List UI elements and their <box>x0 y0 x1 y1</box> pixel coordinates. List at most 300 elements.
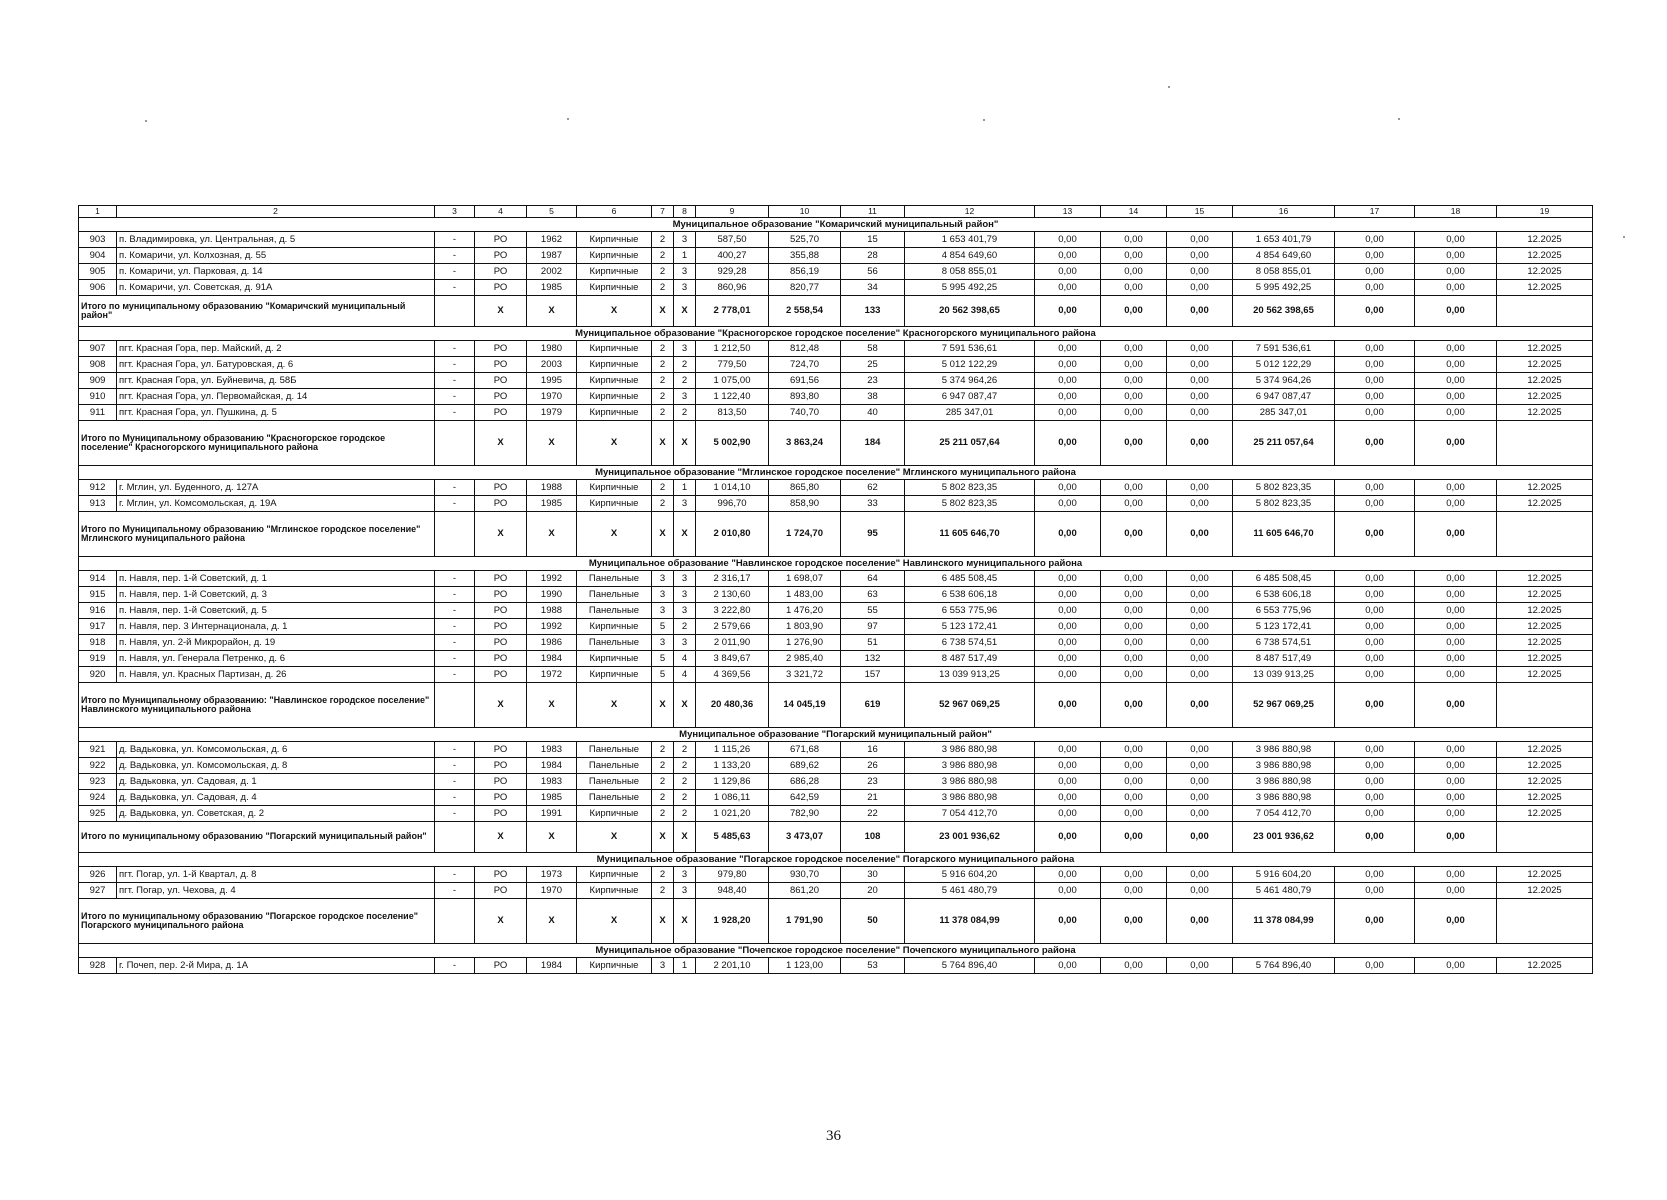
address-cell: пгт. Погар, ул. 1-й Квартал, д. 8 <box>117 867 435 883</box>
table-cell: 907 <box>79 341 117 357</box>
table-cell: 3 986 880,98 <box>905 758 1035 774</box>
table-cell: 2 <box>652 742 674 758</box>
total-cell: 0,00 <box>1167 683 1233 728</box>
total-cell: Х <box>527 899 577 944</box>
total-cell: 0,00 <box>1035 683 1101 728</box>
table-cell: 7 591 536,61 <box>1233 341 1335 357</box>
table-cell: 30 <box>841 867 905 883</box>
total-cell: 0,00 <box>1167 899 1233 944</box>
table-cell: 13 039 913,25 <box>905 667 1035 683</box>
total-cell: Х <box>475 822 527 853</box>
total-cell: 50 <box>841 899 905 944</box>
table-cell: 0,00 <box>1335 958 1415 974</box>
table-row <box>79 635 1593 651</box>
table-cell: 1991 <box>527 806 577 822</box>
column-number-cell: 7 <box>652 206 674 218</box>
table-cell: 782,90 <box>769 806 841 822</box>
table-cell: 1 653 401,79 <box>905 232 1035 248</box>
table-cell: 5 802 823,35 <box>905 496 1035 512</box>
table-cell: 3 <box>674 264 696 280</box>
table-cell: 928 <box>79 958 117 974</box>
table-cell: 5 <box>652 651 674 667</box>
total-cell: 11 378 084,99 <box>905 899 1035 944</box>
table-cell: 5 764 896,40 <box>905 958 1035 974</box>
total-cell <box>435 899 475 944</box>
table-cell: 2 <box>652 774 674 790</box>
table-cell: 5 995 492,25 <box>905 280 1035 296</box>
table-cell: 132 <box>841 651 905 667</box>
address-cell: д. Вадьковка, ул. Садовая, д. 4 <box>117 790 435 806</box>
table-cell: 2 <box>652 806 674 822</box>
table-cell: 8 487 517,49 <box>1233 651 1335 667</box>
table-row <box>79 883 1593 899</box>
total-cell: 0,00 <box>1335 296 1415 327</box>
table-cell: 12.2025 <box>1497 806 1593 822</box>
table-cell: РО <box>475 480 527 496</box>
municipality-title: Муниципальное образование "Комаричский муниципальный район" <box>79 218 1593 232</box>
table-cell: 0,00 <box>1415 758 1497 774</box>
table-row <box>79 774 1593 790</box>
table-cell: 905 <box>79 264 117 280</box>
total-cell: Х <box>475 683 527 728</box>
scan-speck <box>1168 86 1170 88</box>
table-cell: 0,00 <box>1101 232 1167 248</box>
table-cell: 0,00 <box>1167 742 1233 758</box>
column-number-cell: 16 <box>1233 206 1335 218</box>
total-cell: 20 562 398,65 <box>1233 296 1335 327</box>
total-cell <box>1497 899 1593 944</box>
table-cell: 0,00 <box>1335 480 1415 496</box>
table-cell: РО <box>475 603 527 619</box>
address-cell: г. Мглин, ул. Буденного, д. 127А <box>117 480 435 496</box>
table-cell: Кирпичные <box>577 232 652 248</box>
total-cell <box>1497 512 1593 557</box>
table-row <box>79 405 1593 421</box>
table-cell: 2 <box>674 619 696 635</box>
table-cell: 3 <box>652 958 674 974</box>
table-cell: 3 <box>674 280 696 296</box>
table-cell: 0,00 <box>1101 742 1167 758</box>
table-cell: 0,00 <box>1101 651 1167 667</box>
table-row <box>79 651 1593 667</box>
table-cell: 0,00 <box>1035 248 1101 264</box>
table-cell: 6 947 087,47 <box>905 389 1035 405</box>
table-cell: 0,00 <box>1415 571 1497 587</box>
table-cell: 0,00 <box>1415 496 1497 512</box>
table-cell: 5 802 823,35 <box>1233 496 1335 512</box>
table-cell: 0,00 <box>1035 571 1101 587</box>
table-cell: 1972 <box>527 667 577 683</box>
table-cell: 0,00 <box>1415 603 1497 619</box>
table-cell: 0,00 <box>1167 480 1233 496</box>
table-cell: 0,00 <box>1335 357 1415 373</box>
table-cell: 34 <box>841 280 905 296</box>
total-cell: 11 378 084,99 <box>1233 899 1335 944</box>
table-cell: 0,00 <box>1415 480 1497 496</box>
table-cell: 1 476,20 <box>769 603 841 619</box>
table-cell: 5 461 480,79 <box>1233 883 1335 899</box>
table-cell: 820,77 <box>769 280 841 296</box>
table-cell: 0,00 <box>1335 389 1415 405</box>
column-number-row <box>79 206 1593 218</box>
table-cell: 0,00 <box>1335 619 1415 635</box>
table-cell: 0,00 <box>1335 603 1415 619</box>
table-cell: 740,70 <box>769 405 841 421</box>
table-cell: 12.2025 <box>1497 619 1593 635</box>
table-cell: 587,50 <box>696 232 769 248</box>
table-cell: 0,00 <box>1335 790 1415 806</box>
table-cell: 0,00 <box>1167 571 1233 587</box>
table-cell: 0,00 <box>1167 619 1233 635</box>
table-cell: 3 <box>674 571 696 587</box>
table-cell: 0,00 <box>1101 264 1167 280</box>
table-cell: 2 <box>674 405 696 421</box>
table-cell: 860,96 <box>696 280 769 296</box>
total-cell: 0,00 <box>1415 899 1497 944</box>
table-cell: 0,00 <box>1415 806 1497 822</box>
table-cell: 525,70 <box>769 232 841 248</box>
table-cell: 5 <box>652 619 674 635</box>
table-cell: 2 <box>674 790 696 806</box>
table-cell: 2 579,66 <box>696 619 769 635</box>
total-row <box>79 421 1593 466</box>
table-cell: 1 276,90 <box>769 635 841 651</box>
column-number-cell: 17 <box>1335 206 1415 218</box>
table-cell: - <box>435 883 475 899</box>
table-cell: 5 <box>652 667 674 683</box>
total-cell: Х <box>527 512 577 557</box>
table-cell: РО <box>475 232 527 248</box>
table-cell: 12.2025 <box>1497 405 1593 421</box>
table-cell: - <box>435 867 475 883</box>
table-cell: 5 802 823,35 <box>1233 480 1335 496</box>
address-cell: д. Вадьковка, ул. Комсомольская, д. 8 <box>117 758 435 774</box>
table-row <box>79 480 1593 496</box>
table-cell: 12.2025 <box>1497 774 1593 790</box>
total-cell <box>435 822 475 853</box>
total-cell: Х <box>674 296 696 327</box>
municipality-title: Муниципальное образование "Навлинское городское поселение" Навлинского муниципального района <box>79 557 1593 571</box>
table-cell: 0,00 <box>1335 883 1415 899</box>
table-cell: 0,00 <box>1335 373 1415 389</box>
address-cell: д. Вадьковка, ул. Советская, д. 2 <box>117 806 435 822</box>
total-cell: 25 211 057,64 <box>905 421 1035 466</box>
table-cell: 0,00 <box>1415 264 1497 280</box>
address-cell: пгт. Красная Гора, ул. Пушкина, д. 5 <box>117 405 435 421</box>
table-cell: Кирпичные <box>577 357 652 373</box>
total-cell: Х <box>527 822 577 853</box>
column-number-cell: 12 <box>905 206 1035 218</box>
total-cell: 0,00 <box>1101 683 1167 728</box>
table-cell: 0,00 <box>1035 790 1101 806</box>
table-cell: 400,27 <box>696 248 769 264</box>
table-cell: 5 374 964,26 <box>905 373 1035 389</box>
table-cell: 12.2025 <box>1497 264 1593 280</box>
table-cell: 0,00 <box>1035 232 1101 248</box>
table-cell: 1984 <box>527 958 577 974</box>
table-cell: 38 <box>841 389 905 405</box>
table-cell: 0,00 <box>1167 405 1233 421</box>
table-cell: - <box>435 774 475 790</box>
table-cell: 1987 <box>527 248 577 264</box>
municipality-header-row <box>79 944 1593 958</box>
table-cell: 7 591 536,61 <box>905 341 1035 357</box>
table-cell: - <box>435 603 475 619</box>
municipality-title: Муниципальное образование "Погарское городское поселение" Погарского муниципального района <box>79 853 1593 867</box>
municipality-title: Муниципальное образование "Погарский муниципальный район" <box>79 728 1593 742</box>
table-cell: 0,00 <box>1167 806 1233 822</box>
table-cell: 1985 <box>527 790 577 806</box>
total-cell: 5 485,63 <box>696 822 769 853</box>
column-number-cell: 2 <box>117 206 435 218</box>
column-number-cell: 6 <box>577 206 652 218</box>
table-cell: 929,28 <box>696 264 769 280</box>
table-cell: 916 <box>79 603 117 619</box>
total-cell: 1 791,90 <box>769 899 841 944</box>
table-cell: - <box>435 790 475 806</box>
table-cell: 0,00 <box>1167 341 1233 357</box>
table-cell: 0,00 <box>1335 758 1415 774</box>
table-cell: - <box>435 496 475 512</box>
table-cell: РО <box>475 280 527 296</box>
table-cell: 2 <box>674 742 696 758</box>
total-row <box>79 899 1593 944</box>
table-cell: 1995 <box>527 373 577 389</box>
table-cell: 8 487 517,49 <box>905 651 1035 667</box>
table-cell: 858,90 <box>769 496 841 512</box>
table-cell: 996,70 <box>696 496 769 512</box>
table-cell: 0,00 <box>1335 635 1415 651</box>
total-label: Итого по Муниципальному образованию "Красногорское городское поселение" Красногорского муниципального района <box>79 421 435 466</box>
table-cell: 7 054 412,70 <box>1233 806 1335 822</box>
table-cell: 0,00 <box>1415 635 1497 651</box>
table-cell: 1 129,86 <box>696 774 769 790</box>
table-cell: Панельные <box>577 635 652 651</box>
total-row <box>79 512 1593 557</box>
table-cell: 0,00 <box>1101 867 1167 883</box>
table-cell: 0,00 <box>1335 587 1415 603</box>
total-cell: 0,00 <box>1415 512 1497 557</box>
total-cell: 2 778,01 <box>696 296 769 327</box>
table-cell: - <box>435 373 475 389</box>
table-cell: Панельные <box>577 774 652 790</box>
table-cell: 2 <box>652 232 674 248</box>
table-cell: 21 <box>841 790 905 806</box>
total-cell: Х <box>475 899 527 944</box>
total-cell: 23 001 936,62 <box>905 822 1035 853</box>
table-cell: 1 483,00 <box>769 587 841 603</box>
table-cell: 0,00 <box>1335 667 1415 683</box>
table-cell: 918 <box>79 635 117 651</box>
table-cell: 40 <box>841 405 905 421</box>
table-cell: 5 995 492,25 <box>1233 280 1335 296</box>
table-cell: 908 <box>79 357 117 373</box>
table-cell: 20 <box>841 883 905 899</box>
table-cell: 0,00 <box>1335 774 1415 790</box>
table-cell: 1988 <box>527 603 577 619</box>
table-cell: 0,00 <box>1101 635 1167 651</box>
total-cell: 133 <box>841 296 905 327</box>
column-number-cell: 8 <box>674 206 696 218</box>
table-cell: 0,00 <box>1101 571 1167 587</box>
total-cell: Х <box>652 683 674 728</box>
table-cell: 921 <box>79 742 117 758</box>
total-cell <box>435 296 475 327</box>
table-cell: РО <box>475 248 527 264</box>
table-cell: 0,00 <box>1167 587 1233 603</box>
table-cell: 157 <box>841 667 905 683</box>
table-cell: 3 986 880,98 <box>1233 758 1335 774</box>
table-cell: 6 738 574,51 <box>1233 635 1335 651</box>
table-cell: 5 374 964,26 <box>1233 373 1335 389</box>
table-cell: Панельные <box>577 603 652 619</box>
total-cell: 0,00 <box>1415 421 1497 466</box>
table-cell: 0,00 <box>1167 603 1233 619</box>
table-cell: Панельные <box>577 571 652 587</box>
total-cell: 0,00 <box>1035 512 1101 557</box>
table-cell: 920 <box>79 667 117 683</box>
table-cell: 0,00 <box>1335 742 1415 758</box>
table-cell: 3 986 880,98 <box>905 790 1035 806</box>
total-cell: 0,00 <box>1167 822 1233 853</box>
table-cell: - <box>435 619 475 635</box>
municipality-title: Муниципальное образование "Почепское городское поселение" Почепского муниципального района <box>79 944 1593 958</box>
table-cell: 97 <box>841 619 905 635</box>
table-cell: Кирпичные <box>577 248 652 264</box>
table-cell: 3 <box>674 603 696 619</box>
table-cell: 2 <box>674 758 696 774</box>
table-cell: 3 <box>674 635 696 651</box>
table-cell: 909 <box>79 373 117 389</box>
table-cell: 0,00 <box>1415 248 1497 264</box>
table-row <box>79 357 1593 373</box>
table-cell: РО <box>475 635 527 651</box>
table-cell: 56 <box>841 264 905 280</box>
table-cell: 3 <box>652 635 674 651</box>
table-cell: РО <box>475 651 527 667</box>
total-cell: Х <box>674 421 696 466</box>
table-cell: 5 916 604,20 <box>905 867 1035 883</box>
table-row <box>79 619 1593 635</box>
table-cell: 4 854 649,60 <box>905 248 1035 264</box>
table-cell: 25 <box>841 357 905 373</box>
table-cell: 1992 <box>527 571 577 587</box>
table-cell: 926 <box>79 867 117 883</box>
table-cell: Кирпичные <box>577 373 652 389</box>
housing-register-table <box>78 205 1593 974</box>
scan-speck <box>567 118 569 120</box>
table-cell: 0,00 <box>1415 790 1497 806</box>
scan-speck <box>145 120 147 122</box>
table-cell: 2 <box>652 264 674 280</box>
table-cell: 6 538 606,18 <box>1233 587 1335 603</box>
table-cell: 2 <box>674 774 696 790</box>
table-cell: - <box>435 958 475 974</box>
table-cell: 0,00 <box>1035 373 1101 389</box>
table-cell: 12.2025 <box>1497 883 1593 899</box>
table-cell: - <box>435 341 475 357</box>
table-cell: РО <box>475 867 527 883</box>
address-cell: пгт. Погар, ул. Чехова, д. 4 <box>117 883 435 899</box>
table-cell: 13 039 913,25 <box>1233 667 1335 683</box>
table-cell: 0,00 <box>1167 958 1233 974</box>
table-cell: 12.2025 <box>1497 651 1593 667</box>
table-row <box>79 496 1593 512</box>
table-cell: РО <box>475 758 527 774</box>
table-cell: 0,00 <box>1101 883 1167 899</box>
table-cell: Кирпичные <box>577 480 652 496</box>
total-cell: 2 558,54 <box>769 296 841 327</box>
total-cell: 0,00 <box>1101 899 1167 944</box>
total-cell: 14 045,19 <box>769 683 841 728</box>
table-cell: 893,80 <box>769 389 841 405</box>
table-cell: РО <box>475 587 527 603</box>
address-cell: п. Навля, пер. 1-й Советский, д. 3 <box>117 587 435 603</box>
table-cell: 16 <box>841 742 905 758</box>
municipality-header-row <box>79 728 1593 742</box>
column-number-cell: 19 <box>1497 206 1593 218</box>
table-cell: 0,00 <box>1035 280 1101 296</box>
total-cell: 5 002,90 <box>696 421 769 466</box>
municipality-title: Муниципальное образование "Мглинское городское поселение" Мглинского муниципального района <box>79 466 1593 480</box>
table-cell: 0,00 <box>1101 958 1167 974</box>
table-cell: 4 <box>674 651 696 667</box>
table-cell: 5 802 823,35 <box>905 480 1035 496</box>
table-cell: РО <box>475 357 527 373</box>
table-cell: 12.2025 <box>1497 958 1593 974</box>
table-cell: Панельные <box>577 587 652 603</box>
table-cell: 22 <box>841 806 905 822</box>
table-cell: 12.2025 <box>1497 280 1593 296</box>
table-cell: 2 201,10 <box>696 958 769 974</box>
total-cell: 0,00 <box>1167 421 1233 466</box>
table-cell: 0,00 <box>1035 619 1101 635</box>
total-cell: 0,00 <box>1335 683 1415 728</box>
table-cell: 904 <box>79 248 117 264</box>
table-cell: 691,56 <box>769 373 841 389</box>
table-cell: Кирпичные <box>577 341 652 357</box>
table-cell: 0,00 <box>1035 264 1101 280</box>
table-cell: 1 115,26 <box>696 742 769 758</box>
total-cell: Х <box>577 512 652 557</box>
table-cell: 28 <box>841 248 905 264</box>
table-row <box>79 264 1593 280</box>
table-cell: 0,00 <box>1035 603 1101 619</box>
table-cell: Кирпичные <box>577 806 652 822</box>
table-cell: 0,00 <box>1415 619 1497 635</box>
table-cell: 12.2025 <box>1497 341 1593 357</box>
total-cell: Х <box>475 296 527 327</box>
table-row <box>79 571 1593 587</box>
table-cell: 53 <box>841 958 905 974</box>
table-cell: - <box>435 651 475 667</box>
table-cell: РО <box>475 389 527 405</box>
table-cell: Кирпичные <box>577 264 652 280</box>
table-cell: 0,00 <box>1167 373 1233 389</box>
address-cell: п. Навля, ул. 2-й Микрорайон, д. 19 <box>117 635 435 651</box>
total-cell: Х <box>674 512 696 557</box>
table-cell: 686,28 <box>769 774 841 790</box>
table-cell: 0,00 <box>1101 389 1167 405</box>
table-cell: 906 <box>79 280 117 296</box>
table-cell: 0,00 <box>1167 280 1233 296</box>
table-cell: 0,00 <box>1035 742 1101 758</box>
total-cell: 0,00 <box>1101 822 1167 853</box>
total-cell: 0,00 <box>1101 296 1167 327</box>
total-cell: Х <box>674 683 696 728</box>
table-cell: Кирпичные <box>577 958 652 974</box>
address-cell: г. Мглин, ул. Комсомольская, д. 19А <box>117 496 435 512</box>
